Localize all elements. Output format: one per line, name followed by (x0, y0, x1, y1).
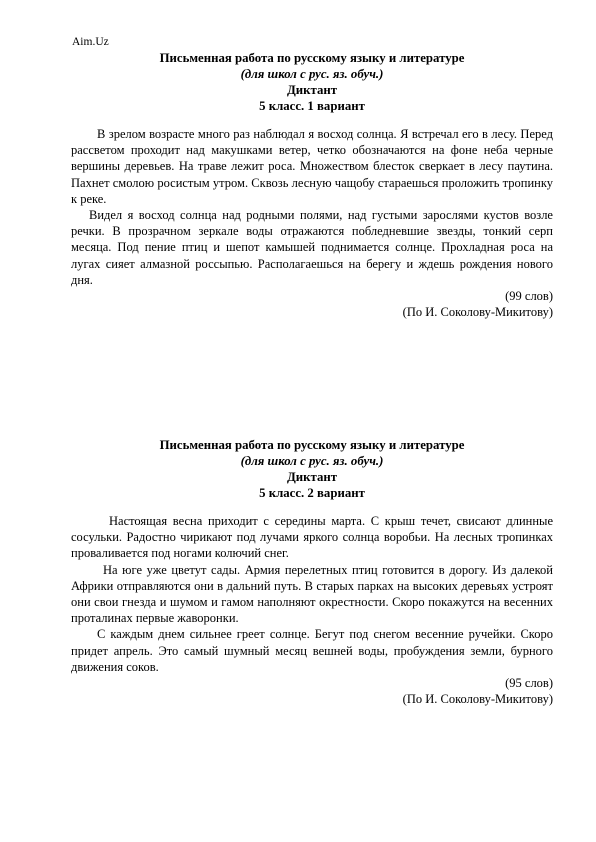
word-count: (95 слов) (505, 676, 553, 691)
source-attribution: (По И. Соколову-Микитову) (402, 305, 553, 320)
section-variant: 5 класс. 2 вариант (259, 486, 365, 500)
word-count: (99 слов) (505, 289, 553, 304)
section-title: Письменная работа по русскому языку и литературе (159, 438, 465, 452)
section-type: Диктант (286, 470, 338, 484)
dictation-variant-1 (71, 50, 553, 320)
dictation-variant-2 (71, 437, 553, 707)
paragraph: В зрелом возрасте много раз наблюдал я восход солнца. Я встречал его в лесу. Перед рассветом проходит над макушками ветер, четко обозначаются на фоне неба черные вершины деревьев. На траве лежит роса. Множеством блесток сверкает в лесу паутина. Пахнет смолою росистым утром. Сквозь лесную чащобу стараешься проложить тропинку к реке. (71, 127, 553, 206)
section-variant: 5 класс. 1 вариант (259, 99, 365, 113)
paragraph: Настоящая весна приходит с середины марта. С крыш течет, свисают длинные сосульки. Радостно чирикают под лучами яркого солнца воробьи. На лесных тропинках проваливается под ногами колючий снег. (71, 514, 553, 561)
section-title: Письменная работа по русскому языку и литературе (159, 51, 465, 65)
section-type: Диктант (286, 83, 338, 97)
paragraph: С каждым днем сильнее греет солнце. Бегут под снегом весенние ручейки. Скоро придет апрель. Это самый шумный месяц вешней воды, пробуждения земли, бурного движения соков. (71, 627, 553, 674)
section-subtitle: (для школ с рус. яз. обуч.) (240, 454, 384, 468)
section-subtitle: (для школ с рус. яз. обуч.) (240, 67, 384, 81)
paragraph: Видел я восход солнца над родными полями, над густыми зарослями кустов возле речки. В прозрачном зеркале воды отражаются побледневшие звезды, тонкий серп месяца. Под пение птиц и шепот камышей поднимается солнце. Прохладная роса на лугах сияет алмазной россыпью. Располагаешься на берегу и ждешь рождения нового дня. (71, 208, 553, 287)
site-name: Aim.Uz (72, 36, 109, 48)
paragraph: На юге уже цветут сады. Армия перелетных птиц готовится в дорогу. Из далекой Африки отправляются они в дальний путь. В старых парках на высоких деревьях устроят они свои гнезда и шумом и гамом наполняют окрестности. Скоро покажутся на весенних проталинах первые жаворонки. (71, 562, 553, 626)
source-attribution: (По И. Соколову-Микитову) (402, 692, 553, 707)
